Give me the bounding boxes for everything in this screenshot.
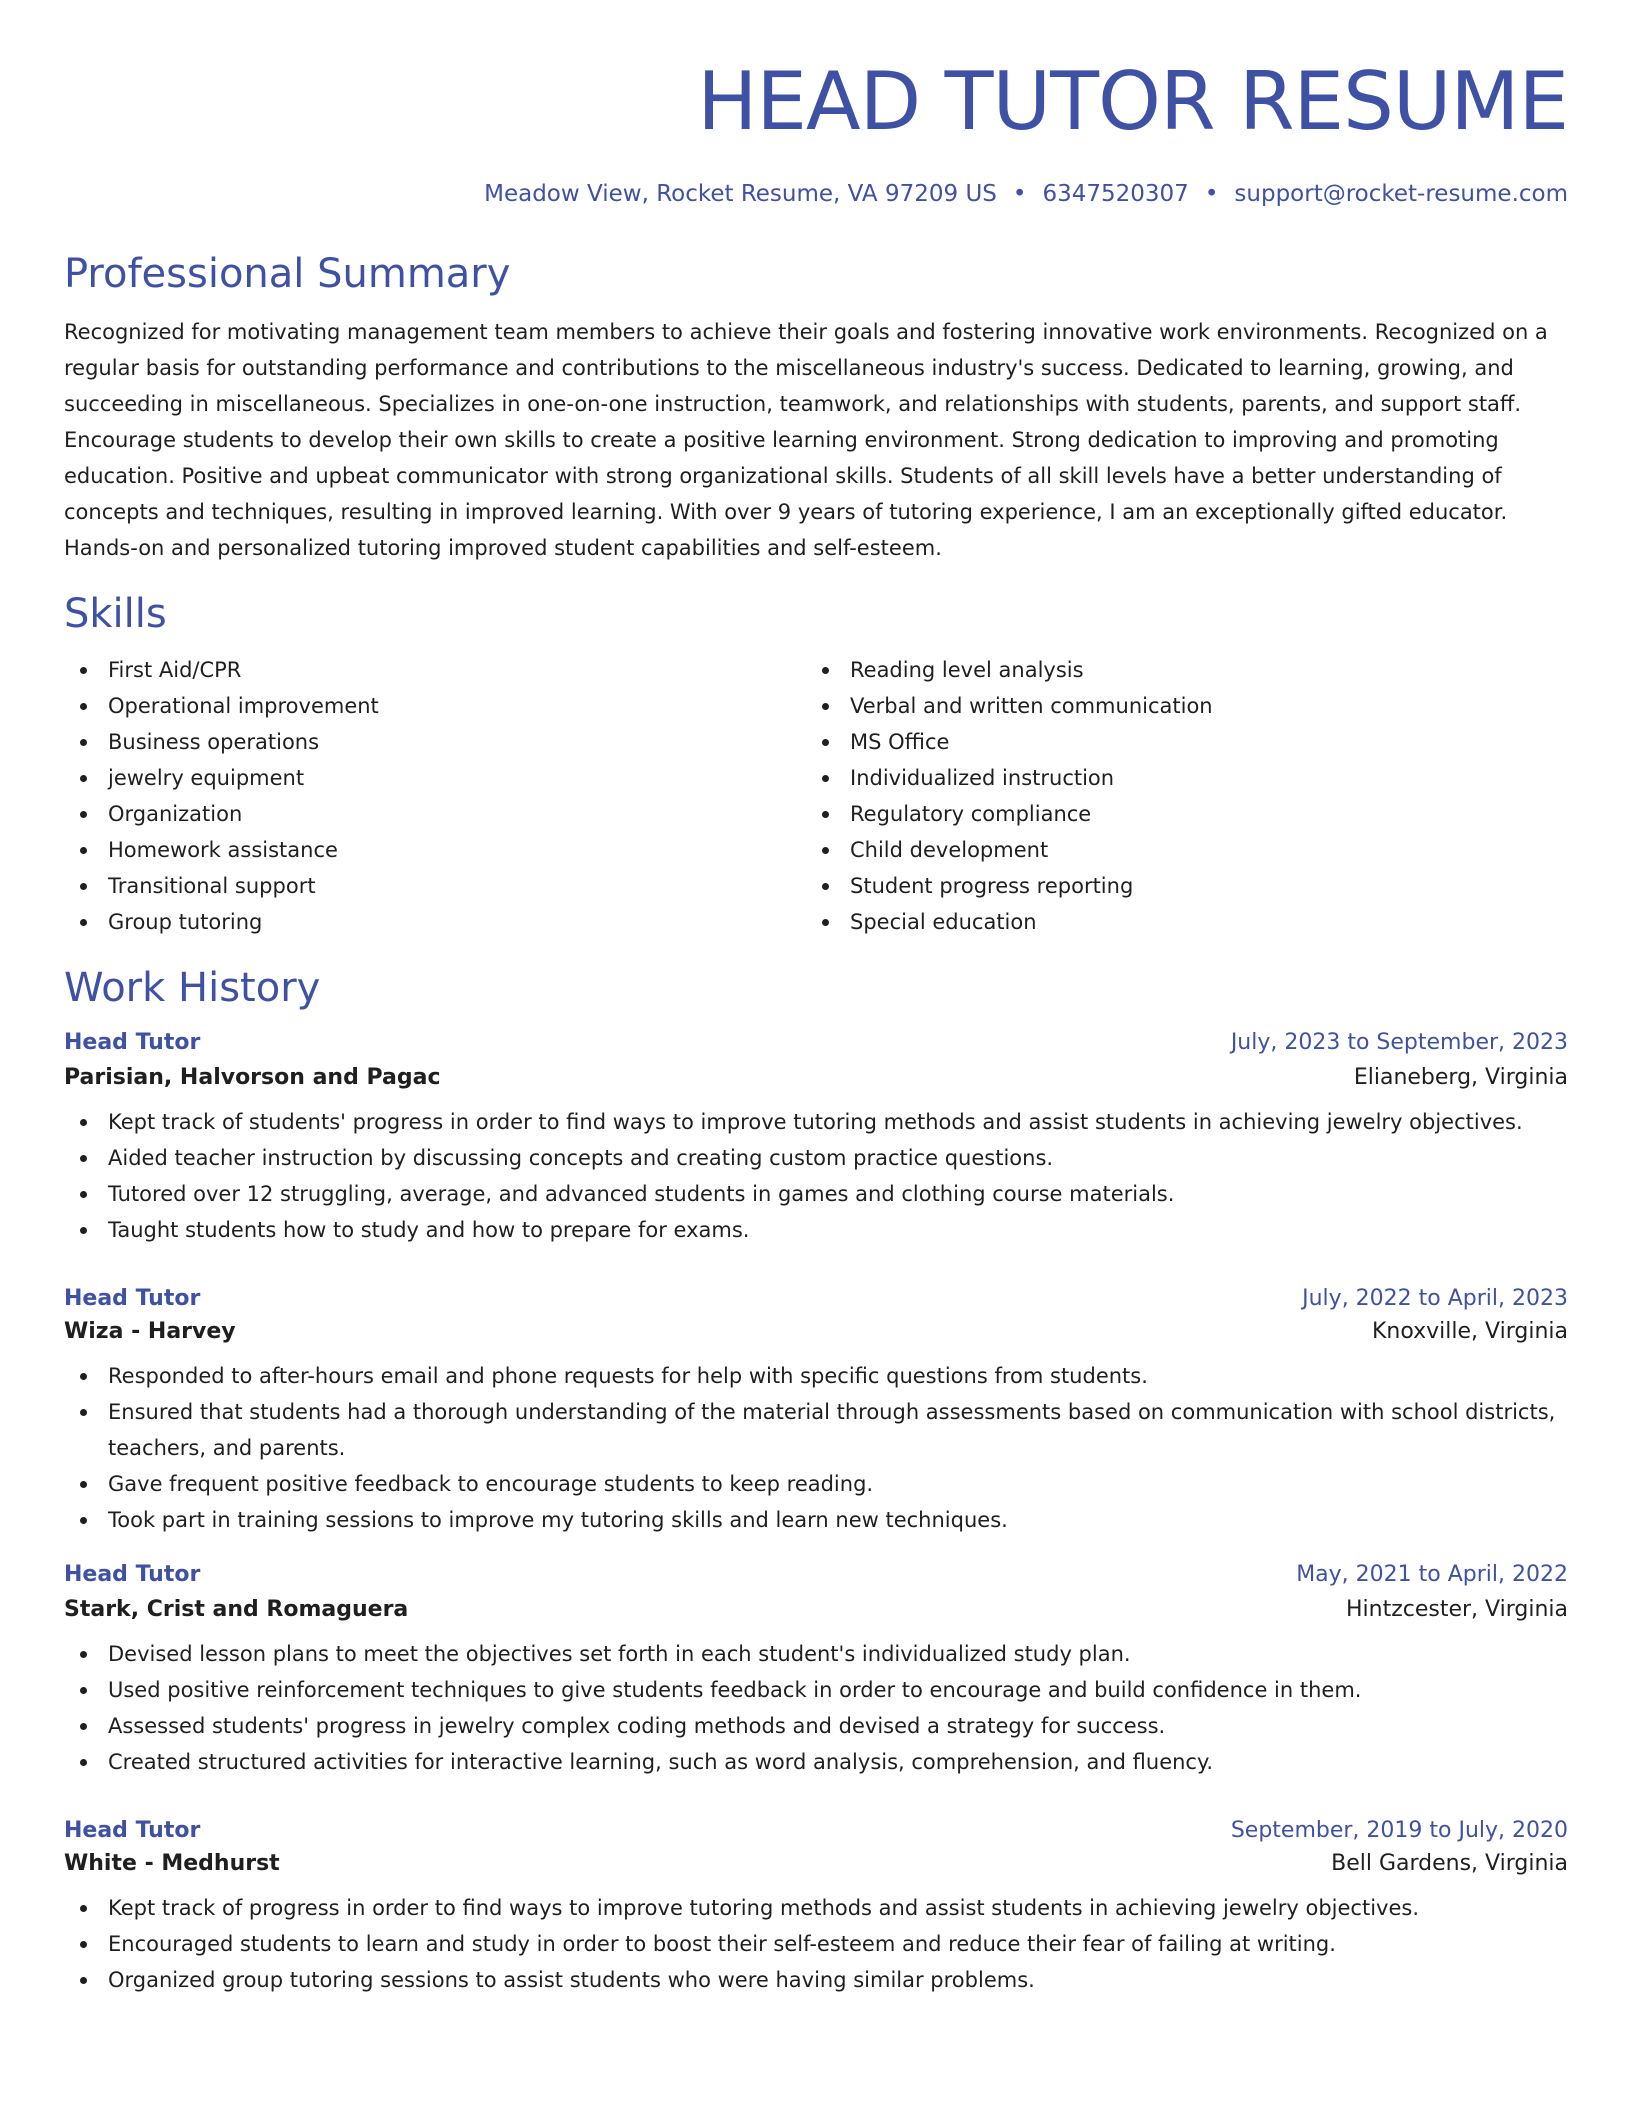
job-entry <box>64 1818 1568 1998</box>
contact-separator: • <box>1204 181 1219 207</box>
skill-item: Reading level analysis <box>806 652 1548 688</box>
job-bullet: Aided teacher instruction by discussing concepts and creating custom practice questions. <box>64 1140 1568 1176</box>
job-title-row <box>64 1562 1568 1587</box>
resume-page <box>64 0 1568 2112</box>
skill-item: Child development <box>806 832 1548 868</box>
skills-list <box>64 652 1568 940</box>
job-bullet: Ensured that students had a thorough understanding of the material through assessments based on communication with school districts, teachers, and parents. <box>64 1394 1568 1466</box>
skill-item: Verbal and written communication <box>806 688 1548 724</box>
contact-address: Meadow View, Rocket Resume, VA 97209 US <box>484 181 997 207</box>
job-bullet: Kept track of progress in order to find ways to improve tutoring methods and assist students in achieving jewelry objectives. <box>64 1890 1568 1926</box>
job-bullets <box>64 1358 1568 1538</box>
job-company: Stark, Crist and Romaguera <box>64 1597 409 1622</box>
job-title: Head Tutor <box>64 1818 201 1843</box>
job-dates: July, 2022 to April, 2023 <box>1302 1286 1568 1311</box>
work-history-heading: Work History <box>64 965 321 1011</box>
job-bullets <box>64 1890 1568 1998</box>
skill-item: Business operations <box>64 724 806 760</box>
job-bullet: Taught students how to study and how to prepare for exams. <box>64 1212 1568 1248</box>
job-bullet: Created structured activities for interactive learning, such as word analysis, comprehension, and fluency. <box>64 1744 1568 1780</box>
job-title-row <box>64 1286 1568 1311</box>
skills-heading: Skills <box>64 591 167 637</box>
job-location: Bell Gardens, Virginia <box>1331 1851 1568 1876</box>
summary-text: Recognized for motivating management team members to achieve their goals and fostering innovative work environments. Recognized on a regular basis for outstanding performance and contributions to the miscellaneous industry's success. Dedicated to learning, growing, and succeeding in miscellaneous. Specializes in one-on-one instruction, teamwork, and relationships with students, parents, and support staff. Encourage students to develop their own skills to create a positive learning environment. Strong dedication to improving and promoting education. Positive and upbeat communicator with strong organizational skills. Students of all skill levels have a better understanding of concepts and techniques, resulting in improved learning. With over 9 years of tutoring experience, I am an exceptionally gifted educator. Hands-on and personalized tutoring improved student capabilities and self-esteem. <box>64 320 1548 560</box>
job-bullet: Tutored over 12 struggling, average, and advanced students in games and clothing course materials. <box>64 1176 1568 1212</box>
job-company: White - Medhurst <box>64 1851 280 1876</box>
job-bullet: Responded to after-hours email and phone requests for help with specific questions from students. <box>64 1358 1568 1394</box>
job-company-row <box>64 1319 1568 1344</box>
job-bullets <box>64 1104 1568 1248</box>
skill-item: jewelry equipment <box>64 760 806 796</box>
job-bullet: Assessed students' progress in jewelry complex coding methods and devised a strategy for success. <box>64 1708 1568 1744</box>
skill-item: Group tutoring <box>64 904 806 940</box>
job-bullet: Kept track of students' progress in order to find ways to improve tutoring methods and assist students in achieving jewelry objectives. <box>64 1104 1568 1140</box>
job-dates: September, 2019 to July, 2020 <box>1230 1818 1568 1843</box>
contact-line <box>64 178 1568 210</box>
skill-item: Special education <box>806 904 1548 940</box>
job-entry <box>64 1562 1568 1780</box>
job-entry <box>64 1286 1568 1538</box>
job-bullet: Devised lesson plans to meet the objectives set forth in each student's individualized study plan. <box>64 1636 1568 1672</box>
job-location: Knoxville, Virginia <box>1371 1319 1568 1344</box>
job-title: Head Tutor <box>64 1030 201 1055</box>
skill-item: Individualized instruction <box>806 760 1548 796</box>
skill-item: Transitional support <box>64 868 806 904</box>
skill-item: MS Office <box>806 724 1548 760</box>
job-dates: May, 2021 to April, 2022 <box>1296 1562 1568 1587</box>
job-title-row <box>64 1030 1568 1055</box>
job-dates: July, 2023 to September, 2023 <box>1230 1030 1568 1055</box>
job-company-row <box>64 1597 1568 1622</box>
skills-column-left <box>64 652 806 940</box>
job-entry <box>64 1030 1568 1248</box>
job-bullets <box>64 1636 1568 1780</box>
job-title: Head Tutor <box>64 1286 201 1311</box>
job-bullet: Gave frequent positive feedback to encourage students to keep reading. <box>64 1466 1568 1502</box>
job-company-row <box>64 1851 1568 1876</box>
contact-separator: • <box>1012 181 1027 207</box>
resume-title: HEAD TUTOR RESUME <box>697 55 1568 148</box>
skill-item: Operational improvement <box>64 688 806 724</box>
job-bullet: Took part in training sessions to improve my tutoring skills and learn new techniques. <box>64 1502 1568 1538</box>
skill-item: Student progress reporting <box>806 868 1548 904</box>
skill-item: First Aid/CPR <box>64 652 806 688</box>
job-bullet: Encouraged students to learn and study in order to boost their self-esteem and reduce their fear of failing at writing. <box>64 1926 1568 1962</box>
job-location: Elianeberg, Virginia <box>1353 1065 1568 1090</box>
contact-email[interactable]: support@rocket-resume.com <box>1234 181 1568 207</box>
skill-item: Homework assistance <box>64 832 806 868</box>
skills-column-right <box>806 652 1548 940</box>
job-bullet: Organized group tutoring sessions to assist students who were having similar problems. <box>64 1962 1568 1998</box>
contact-phone[interactable]: 6347520307 <box>1042 181 1189 207</box>
skill-item: Regulatory compliance <box>806 796 1548 832</box>
job-company: Wiza - Harvey <box>64 1319 236 1344</box>
job-location: Hintzcester, Virginia <box>1345 1597 1568 1622</box>
job-company-row <box>64 1065 1568 1090</box>
job-title-row <box>64 1818 1568 1843</box>
job-bullet: Used positive reinforcement techniques to give students feedback in order to encourage and build confidence in them. <box>64 1672 1568 1708</box>
skill-item: Organization <box>64 796 806 832</box>
summary-heading: Professional Summary <box>64 251 511 297</box>
job-company: Parisian, Halvorson and Pagac <box>64 1065 441 1090</box>
job-title: Head Tutor <box>64 1562 201 1587</box>
